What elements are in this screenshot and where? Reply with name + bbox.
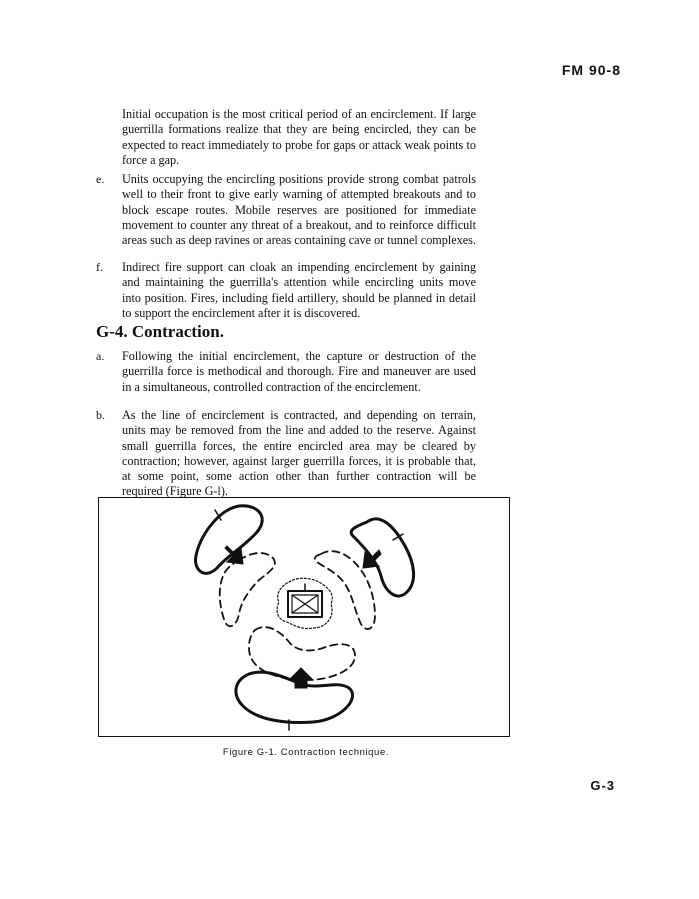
paragraph-a-letter: a. (96, 349, 105, 363)
paragraph-e: Units occupying the encircling positions provide strong combat patrols well to their front to give early warning of attempted breakouts and to block escape routes. Mobile reserves are positioned for immediate movement to counter any threat of a breakout, and to reinforce difficult areas such as deep ravines or areas containing cave or tunnel complexes. (122, 172, 476, 248)
paragraph-b: As the line of encirclement is contracted, and depending on terrain, units may be removed from the line and added to the reserve. Against small guerrilla forces, the entire encircled area may be cleared by contraction; however, against larger guerrilla forces, it is probable that, at some point, some action other than further contraction will be required (Figure G-l). (122, 408, 476, 499)
page-header: FM 90-8 (561, 62, 621, 78)
unit-outline-top-left (196, 506, 263, 574)
paragraph-a: Following the initial encirclement, the capture or destruction of the guerrilla force is methodical and thorough. Fire and maneuver are used in a simultaneous, controlled contraction of the encirclement. (122, 349, 476, 394)
page-number: G-3 (590, 778, 615, 793)
figure-contraction-diagram (98, 497, 510, 737)
arrow-top-left (225, 546, 243, 564)
dashed-line-left (220, 553, 275, 626)
section-heading: G-4. Contraction. (96, 322, 224, 341)
arrow-top-right (363, 550, 381, 568)
paragraph-f-letter: f. (96, 260, 103, 274)
unit-outline-top-right (351, 519, 413, 596)
paragraph-e-letter: e. (96, 172, 105, 186)
figure-caption: Figure G-1. Contraction technique. (222, 747, 390, 758)
paragraph-f: Indirect fire support can cloak an impending encirclement by gaining and maintaining the guerrilla's attention while encircling units move into position. Fires, including field artillery, should be planned in detail to support the encirclement after it is discovered. (122, 260, 476, 320)
paragraph-b-letter: b. (96, 408, 105, 422)
paragraph-intro: Initial occupation is the most critical period of an encirclement. If large guerrilla formations realize that they are being encircled, they can be expected to react immediately to probe for gaps or attack weak points to force a gap. (122, 107, 476, 167)
